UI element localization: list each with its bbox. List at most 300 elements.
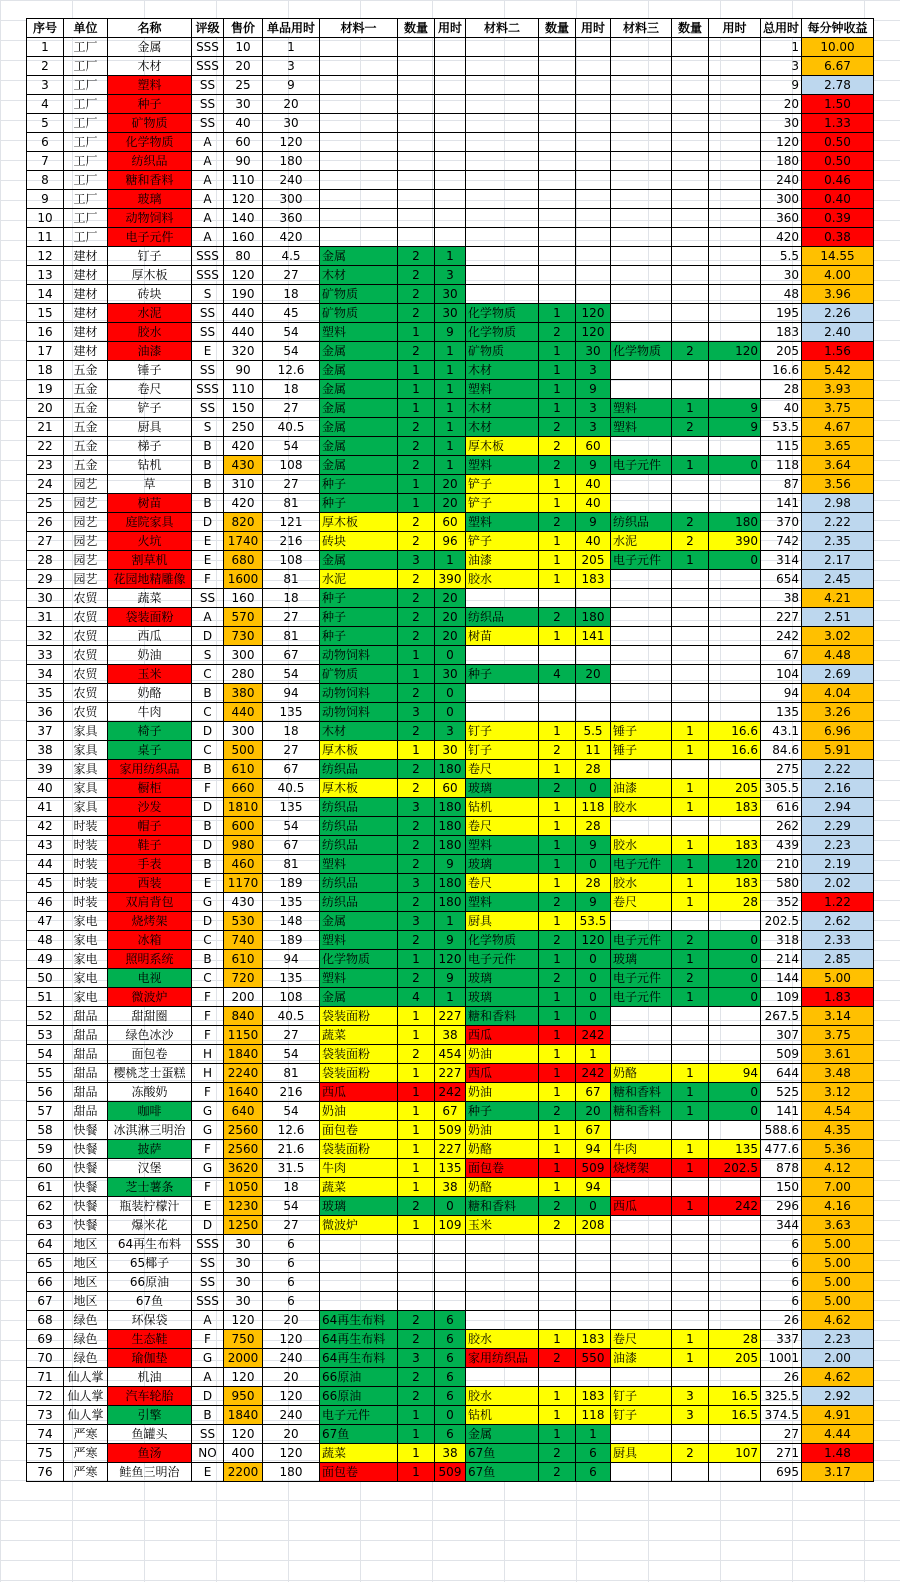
- cell-qty1[interactable]: 1: [398, 1444, 435, 1463]
- cell-total-time[interactable]: 318: [761, 931, 802, 950]
- cell-grade[interactable]: B: [192, 817, 224, 836]
- cell-time1[interactable]: [435, 1273, 466, 1292]
- cell-name[interactable]: 铲子: [108, 399, 192, 418]
- cell-time2[interactable]: [576, 152, 611, 171]
- cell-material2[interactable]: [466, 152, 539, 171]
- cell-yield-per-minute[interactable]: 0.40: [802, 190, 874, 209]
- cell-qty3[interactable]: 1: [672, 1349, 709, 1368]
- cell-name[interactable]: 家用纺织品: [108, 760, 192, 779]
- cell-qty2[interactable]: 1: [539, 380, 576, 399]
- cell-total-time[interactable]: 360: [761, 209, 802, 228]
- cell-total-time[interactable]: 1001: [761, 1349, 802, 1368]
- cell-price[interactable]: 750: [224, 1330, 263, 1349]
- cell-time3[interactable]: 28: [709, 893, 761, 912]
- cell-price[interactable]: 110: [224, 380, 263, 399]
- cell-unit[interactable]: 快餐: [64, 1216, 108, 1235]
- cell-time2[interactable]: 67: [576, 1083, 611, 1102]
- cell-index[interactable]: 38: [27, 741, 64, 760]
- cell-grade[interactable]: G: [192, 1159, 224, 1178]
- cell-material2[interactable]: 种子: [466, 665, 539, 684]
- cell-time1[interactable]: 227: [435, 1140, 466, 1159]
- cell-total-time[interactable]: 6: [761, 1273, 802, 1292]
- cell-name[interactable]: 电子元件: [108, 228, 192, 247]
- cell-time2[interactable]: 0: [576, 1197, 611, 1216]
- cell-name[interactable]: 西装: [108, 874, 192, 893]
- cell-time2[interactable]: 53.5: [576, 912, 611, 931]
- cell-name[interactable]: 种子: [108, 95, 192, 114]
- cell-grade[interactable]: F: [192, 1026, 224, 1045]
- cell-material3[interactable]: [611, 1463, 672, 1482]
- cell-unit[interactable]: 家电: [64, 969, 108, 988]
- cell-yield-per-minute[interactable]: 10.00: [802, 38, 874, 57]
- cell-material3[interactable]: 胶水: [611, 798, 672, 817]
- cell-index[interactable]: 14: [27, 285, 64, 304]
- cell-material3[interactable]: [611, 266, 672, 285]
- cell-name[interactable]: 矿物质: [108, 114, 192, 133]
- cell-price[interactable]: 40: [224, 114, 263, 133]
- cell-material1[interactable]: 袋装面粉: [320, 1140, 398, 1159]
- cell-time3[interactable]: 28: [709, 1330, 761, 1349]
- cell-material1[interactable]: 面包卷: [320, 1463, 398, 1482]
- cell-unit-time[interactable]: 27: [263, 741, 320, 760]
- cell-material2[interactable]: 塑料: [466, 836, 539, 855]
- cell-index[interactable]: 4: [27, 95, 64, 114]
- cell-material3[interactable]: [611, 627, 672, 646]
- cell-unit-time[interactable]: 6: [263, 1292, 320, 1311]
- cell-total-time[interactable]: 84.6: [761, 741, 802, 760]
- cell-time1[interactable]: 9: [435, 931, 466, 950]
- cell-unit[interactable]: 快餐: [64, 1159, 108, 1178]
- cell-grade[interactable]: SSS: [192, 266, 224, 285]
- cell-name[interactable]: 64再生布料: [108, 1235, 192, 1254]
- cell-unit[interactable]: 甜品: [64, 1026, 108, 1045]
- cell-qty3[interactable]: 1: [672, 741, 709, 760]
- cell-qty3[interactable]: 2: [672, 532, 709, 551]
- header-material3[interactable]: 材料三: [611, 19, 672, 38]
- cell-unit-time[interactable]: 4.5: [263, 247, 320, 266]
- cell-price[interactable]: 1250: [224, 1216, 263, 1235]
- cell-price[interactable]: 25: [224, 76, 263, 95]
- cell-total-time[interactable]: 135: [761, 703, 802, 722]
- cell-material1[interactable]: 袋装面粉: [320, 1007, 398, 1026]
- cell-material2[interactable]: 西瓜: [466, 1064, 539, 1083]
- cell-material3[interactable]: 塑料: [611, 418, 672, 437]
- cell-qty1[interactable]: [398, 1235, 435, 1254]
- cell-name[interactable]: 玉米: [108, 665, 192, 684]
- cell-time1[interactable]: 6: [435, 1425, 466, 1444]
- cell-time1[interactable]: 242: [435, 1083, 466, 1102]
- cell-unit-time[interactable]: 54: [263, 665, 320, 684]
- cell-material2[interactable]: 矿物质: [466, 342, 539, 361]
- cell-index[interactable]: 44: [27, 855, 64, 874]
- cell-qty1[interactable]: 2: [398, 1197, 435, 1216]
- cell-price[interactable]: 120: [224, 1311, 263, 1330]
- cell-time2[interactable]: 1: [576, 1045, 611, 1064]
- cell-qty2[interactable]: [539, 247, 576, 266]
- cell-material2[interactable]: 胶水: [466, 570, 539, 589]
- cell-price[interactable]: 250: [224, 418, 263, 437]
- cell-name[interactable]: 烧烤架: [108, 912, 192, 931]
- cell-material1[interactable]: 66原油: [320, 1368, 398, 1387]
- cell-qty2[interactable]: 2: [539, 456, 576, 475]
- cell-material2[interactable]: 玻璃: [466, 855, 539, 874]
- cell-material1[interactable]: 种子: [320, 589, 398, 608]
- cell-name[interactable]: 纺织品: [108, 152, 192, 171]
- cell-time3[interactable]: [709, 76, 761, 95]
- cell-price[interactable]: 30: [224, 95, 263, 114]
- cell-material3[interactable]: 纺织品: [611, 513, 672, 532]
- cell-time1[interactable]: 0: [435, 1406, 466, 1425]
- cell-material3[interactable]: [611, 304, 672, 323]
- cell-time3[interactable]: 16.5: [709, 1406, 761, 1425]
- cell-material3[interactable]: [611, 323, 672, 342]
- cell-qty3[interactable]: [672, 608, 709, 627]
- cell-material3[interactable]: 奶酪: [611, 1064, 672, 1083]
- cell-unit[interactable]: 五金: [64, 399, 108, 418]
- cell-total-time[interactable]: 695: [761, 1463, 802, 1482]
- cell-qty1[interactable]: 2: [398, 1045, 435, 1064]
- cell-unit-time[interactable]: 6: [263, 1273, 320, 1292]
- cell-qty2[interactable]: [539, 114, 576, 133]
- cell-time2[interactable]: 0: [576, 988, 611, 1007]
- cell-yield-per-minute[interactable]: 5.00: [802, 969, 874, 988]
- cell-qty2[interactable]: 2: [539, 418, 576, 437]
- cell-qty2[interactable]: [539, 1273, 576, 1292]
- cell-qty1[interactable]: 1: [398, 1026, 435, 1045]
- cell-price[interactable]: 1600: [224, 570, 263, 589]
- cell-total-time[interactable]: 195: [761, 304, 802, 323]
- cell-grade[interactable]: H: [192, 1045, 224, 1064]
- cell-material1[interactable]: [320, 133, 398, 152]
- header-material1[interactable]: 材料一: [320, 19, 398, 38]
- cell-qty1[interactable]: 1: [398, 646, 435, 665]
- cell-index[interactable]: 13: [27, 266, 64, 285]
- cell-time1[interactable]: 6: [435, 1330, 466, 1349]
- cell-material3[interactable]: 锤子: [611, 741, 672, 760]
- cell-total-time[interactable]: 344: [761, 1216, 802, 1235]
- cell-yield-per-minute[interactable]: 2.92: [802, 1387, 874, 1406]
- cell-material1[interactable]: 西瓜: [320, 1083, 398, 1102]
- cell-time2[interactable]: 3: [576, 399, 611, 418]
- cell-index[interactable]: 74: [27, 1425, 64, 1444]
- cell-material1[interactable]: 纺织品: [320, 817, 398, 836]
- cell-time1[interactable]: 180: [435, 817, 466, 836]
- cell-unit[interactable]: 农贸: [64, 589, 108, 608]
- cell-material3[interactable]: [611, 912, 672, 931]
- cell-qty1[interactable]: 1: [398, 1216, 435, 1235]
- cell-time2[interactable]: [576, 209, 611, 228]
- cell-time2[interactable]: 30: [576, 342, 611, 361]
- cell-time3[interactable]: [709, 1311, 761, 1330]
- cell-price[interactable]: 530: [224, 912, 263, 931]
- cell-name[interactable]: 袋装面粉: [108, 608, 192, 627]
- cell-index[interactable]: 66: [27, 1273, 64, 1292]
- cell-time1[interactable]: [435, 57, 466, 76]
- cell-qty3[interactable]: [672, 95, 709, 114]
- cell-qty2[interactable]: [539, 1311, 576, 1330]
- cell-unit-time[interactable]: 189: [263, 874, 320, 893]
- cell-grade[interactable]: G: [192, 1349, 224, 1368]
- cell-time3[interactable]: 16.5: [709, 1387, 761, 1406]
- cell-qty2[interactable]: 2: [539, 779, 576, 798]
- cell-material3[interactable]: [611, 133, 672, 152]
- cell-name[interactable]: 绿色冰沙: [108, 1026, 192, 1045]
- cell-grade[interactable]: B: [192, 684, 224, 703]
- cell-time3[interactable]: 9: [709, 418, 761, 437]
- cell-grade[interactable]: SSS: [192, 247, 224, 266]
- cell-total-time[interactable]: 109: [761, 988, 802, 1007]
- cell-material2[interactable]: 玻璃: [466, 969, 539, 988]
- cell-time1[interactable]: [435, 1292, 466, 1311]
- cell-material2[interactable]: 木材: [466, 418, 539, 437]
- cell-material1[interactable]: [320, 1273, 398, 1292]
- cell-grade[interactable]: D: [192, 513, 224, 532]
- cell-qty2[interactable]: 1: [539, 627, 576, 646]
- cell-qty1[interactable]: 2: [398, 893, 435, 912]
- cell-unit[interactable]: 园艺: [64, 475, 108, 494]
- cell-material3[interactable]: [611, 152, 672, 171]
- cell-unit[interactable]: 农贸: [64, 684, 108, 703]
- cell-qty2[interactable]: 1: [539, 532, 576, 551]
- cell-yield-per-minute[interactable]: 3.75: [802, 399, 874, 418]
- cell-index[interactable]: 39: [27, 760, 64, 779]
- cell-time3[interactable]: [709, 437, 761, 456]
- cell-qty1[interactable]: [398, 190, 435, 209]
- cell-qty2[interactable]: [539, 152, 576, 171]
- cell-unit-time[interactable]: 27: [263, 1026, 320, 1045]
- cell-name[interactable]: 电视: [108, 969, 192, 988]
- cell-material2[interactable]: [466, 1292, 539, 1311]
- cell-grade[interactable]: E: [192, 532, 224, 551]
- cell-time2[interactable]: [576, 247, 611, 266]
- header-unit[interactable]: 单位: [64, 19, 108, 38]
- cell-index[interactable]: 5: [27, 114, 64, 133]
- cell-yield-per-minute[interactable]: 2.62: [802, 912, 874, 931]
- cell-time2[interactable]: 28: [576, 874, 611, 893]
- cell-time2[interactable]: 6: [576, 1463, 611, 1482]
- cell-total-time[interactable]: 509: [761, 1045, 802, 1064]
- cell-unit-time[interactable]: 40.5: [263, 418, 320, 437]
- cell-unit[interactable]: 地区: [64, 1254, 108, 1273]
- cell-unit-time[interactable]: 67: [263, 646, 320, 665]
- cell-qty1[interactable]: 3: [398, 1349, 435, 1368]
- cell-time1[interactable]: 180: [435, 874, 466, 893]
- cell-material2[interactable]: 塑料: [466, 456, 539, 475]
- cell-qty1[interactable]: 1: [398, 1083, 435, 1102]
- cell-time1[interactable]: [435, 1235, 466, 1254]
- cell-time3[interactable]: [709, 152, 761, 171]
- cell-grade[interactable]: F: [192, 779, 224, 798]
- cell-grade[interactable]: S: [192, 285, 224, 304]
- cell-qty3[interactable]: 1: [672, 836, 709, 855]
- cell-time1[interactable]: 1: [435, 418, 466, 437]
- cell-yield-per-minute[interactable]: 2.26: [802, 304, 874, 323]
- cell-material2[interactable]: 钻机: [466, 1406, 539, 1425]
- cell-name[interactable]: 66原油: [108, 1273, 192, 1292]
- cell-time2[interactable]: 60: [576, 437, 611, 456]
- cell-index[interactable]: 49: [27, 950, 64, 969]
- cell-qty2[interactable]: 1: [539, 1425, 576, 1444]
- cell-time1[interactable]: 60: [435, 779, 466, 798]
- cell-material1[interactable]: 矿物质: [320, 285, 398, 304]
- cell-time2[interactable]: [576, 1368, 611, 1387]
- cell-qty1[interactable]: 2: [398, 532, 435, 551]
- cell-qty2[interactable]: 1: [539, 1064, 576, 1083]
- cell-time2[interactable]: 9: [576, 380, 611, 399]
- cell-unit-time[interactable]: 81: [263, 570, 320, 589]
- cell-qty2[interactable]: [539, 1235, 576, 1254]
- cell-qty3[interactable]: [672, 494, 709, 513]
- cell-qty2[interactable]: [539, 1368, 576, 1387]
- cell-qty3[interactable]: 1: [672, 456, 709, 475]
- cell-qty2[interactable]: 2: [539, 1102, 576, 1121]
- cell-qty2[interactable]: 1: [539, 817, 576, 836]
- cell-grade[interactable]: SS: [192, 589, 224, 608]
- cell-grade[interactable]: G: [192, 893, 224, 912]
- cell-yield-per-minute[interactable]: 2.45: [802, 570, 874, 589]
- cell-total-time[interactable]: 26: [761, 1311, 802, 1330]
- cell-index[interactable]: 37: [27, 722, 64, 741]
- cell-index[interactable]: 25: [27, 494, 64, 513]
- cell-material2[interactable]: 电子元件: [466, 950, 539, 969]
- cell-total-time[interactable]: 26: [761, 1368, 802, 1387]
- cell-index[interactable]: 73: [27, 1406, 64, 1425]
- cell-yield-per-minute[interactable]: 5.00: [802, 1273, 874, 1292]
- cell-time3[interactable]: 0: [709, 1102, 761, 1121]
- cell-material3[interactable]: [611, 114, 672, 133]
- cell-material1[interactable]: 动物饲料: [320, 684, 398, 703]
- cell-time3[interactable]: [709, 646, 761, 665]
- cell-material1[interactable]: 种子: [320, 627, 398, 646]
- cell-qty1[interactable]: 3: [398, 874, 435, 893]
- cell-material1[interactable]: 厚木板: [320, 513, 398, 532]
- cell-yield-per-minute[interactable]: 0.50: [802, 152, 874, 171]
- cell-time2[interactable]: 118: [576, 1406, 611, 1425]
- cell-qty2[interactable]: 1: [539, 722, 576, 741]
- cell-material2[interactable]: 塑料: [466, 513, 539, 532]
- cell-qty1[interactable]: 2: [398, 1387, 435, 1406]
- cell-grade[interactable]: B: [192, 494, 224, 513]
- cell-qty3[interactable]: 1: [672, 779, 709, 798]
- cell-yield-per-minute[interactable]: 3.14: [802, 1007, 874, 1026]
- cell-unit[interactable]: 农贸: [64, 608, 108, 627]
- cell-material2[interactable]: 钉子: [466, 722, 539, 741]
- cell-material3[interactable]: [611, 1045, 672, 1064]
- cell-grade[interactable]: D: [192, 627, 224, 646]
- cell-qty1[interactable]: [398, 38, 435, 57]
- cell-time3[interactable]: 0: [709, 988, 761, 1007]
- cell-material3[interactable]: [611, 475, 672, 494]
- cell-total-time[interactable]: 300: [761, 190, 802, 209]
- cell-time1[interactable]: [435, 190, 466, 209]
- cell-grade[interactable]: SS: [192, 304, 224, 323]
- cell-material1[interactable]: 厚木板: [320, 779, 398, 798]
- cell-total-time[interactable]: 118: [761, 456, 802, 475]
- cell-index[interactable]: 12: [27, 247, 64, 266]
- cell-grade[interactable]: D: [192, 722, 224, 741]
- cell-time1[interactable]: 60: [435, 513, 466, 532]
- cell-grade[interactable]: SSS: [192, 380, 224, 399]
- header-yield-per-minute[interactable]: 每分钟收益: [802, 19, 874, 38]
- cell-yield-per-minute[interactable]: 4.16: [802, 1197, 874, 1216]
- cell-material3[interactable]: [611, 1026, 672, 1045]
- cell-price[interactable]: 300: [224, 722, 263, 741]
- cell-index[interactable]: 8: [27, 171, 64, 190]
- cell-qty2[interactable]: [539, 1292, 576, 1311]
- cell-time2[interactable]: [576, 684, 611, 703]
- cell-material1[interactable]: 种子: [320, 475, 398, 494]
- cell-unit-time[interactable]: 54: [263, 1045, 320, 1064]
- cell-yield-per-minute[interactable]: 2.22: [802, 760, 874, 779]
- cell-total-time[interactable]: 616: [761, 798, 802, 817]
- cell-time2[interactable]: [576, 1292, 611, 1311]
- cell-name[interactable]: 砖块: [108, 285, 192, 304]
- cell-unit[interactable]: 时装: [64, 893, 108, 912]
- cell-price[interactable]: 2560: [224, 1121, 263, 1140]
- cell-material1[interactable]: [320, 1235, 398, 1254]
- cell-unit[interactable]: 绿色: [64, 1330, 108, 1349]
- cell-grade[interactable]: G: [192, 1121, 224, 1140]
- cell-material1[interactable]: [320, 95, 398, 114]
- cell-unit-time[interactable]: 6: [263, 1254, 320, 1273]
- header-qty3[interactable]: 数量: [672, 19, 709, 38]
- cell-name[interactable]: 65椰子: [108, 1254, 192, 1273]
- cell-name[interactable]: 钉子: [108, 247, 192, 266]
- cell-qty3[interactable]: [672, 1026, 709, 1045]
- cell-grade[interactable]: E: [192, 342, 224, 361]
- cell-material2[interactable]: 木材: [466, 361, 539, 380]
- cell-unit[interactable]: 工厂: [64, 133, 108, 152]
- cell-material3[interactable]: [611, 171, 672, 190]
- cell-price[interactable]: 600: [224, 817, 263, 836]
- cell-time2[interactable]: [576, 57, 611, 76]
- cell-qty2[interactable]: [539, 589, 576, 608]
- cell-qty2[interactable]: 1: [539, 1083, 576, 1102]
- cell-qty2[interactable]: 1: [539, 1007, 576, 1026]
- cell-qty3[interactable]: [672, 152, 709, 171]
- cell-time1[interactable]: 180: [435, 760, 466, 779]
- cell-name[interactable]: 厚木板: [108, 266, 192, 285]
- cell-unit-time[interactable]: 120: [263, 133, 320, 152]
- cell-qty1[interactable]: 2: [398, 684, 435, 703]
- cell-unit[interactable]: 严寒: [64, 1444, 108, 1463]
- cell-unit-time[interactable]: 3: [263, 57, 320, 76]
- cell-grade[interactable]: B: [192, 1406, 224, 1425]
- cell-material1[interactable]: 纺织品: [320, 836, 398, 855]
- cell-material3[interactable]: 糖和香料: [611, 1083, 672, 1102]
- cell-grade[interactable]: E: [192, 874, 224, 893]
- cell-qty1[interactable]: [398, 152, 435, 171]
- cell-total-time[interactable]: 3: [761, 57, 802, 76]
- cell-price[interactable]: 820: [224, 513, 263, 532]
- cell-name[interactable]: 67鱼: [108, 1292, 192, 1311]
- cell-grade[interactable]: F: [192, 1083, 224, 1102]
- cell-material2[interactable]: 奶油: [466, 1121, 539, 1140]
- cell-name[interactable]: 庭院家具: [108, 513, 192, 532]
- cell-total-time[interactable]: 20: [761, 95, 802, 114]
- cell-time1[interactable]: 1: [435, 247, 466, 266]
- cell-material3[interactable]: 牛肉: [611, 1140, 672, 1159]
- cell-time3[interactable]: [709, 475, 761, 494]
- cell-time3[interactable]: [709, 380, 761, 399]
- cell-price[interactable]: 200: [224, 988, 263, 1007]
- cell-qty3[interactable]: 1: [672, 1330, 709, 1349]
- cell-material3[interactable]: 卷尺: [611, 1330, 672, 1349]
- cell-qty3[interactable]: [672, 589, 709, 608]
- cell-price[interactable]: 610: [224, 950, 263, 969]
- cell-index[interactable]: 70: [27, 1349, 64, 1368]
- cell-time3[interactable]: 202.5: [709, 1159, 761, 1178]
